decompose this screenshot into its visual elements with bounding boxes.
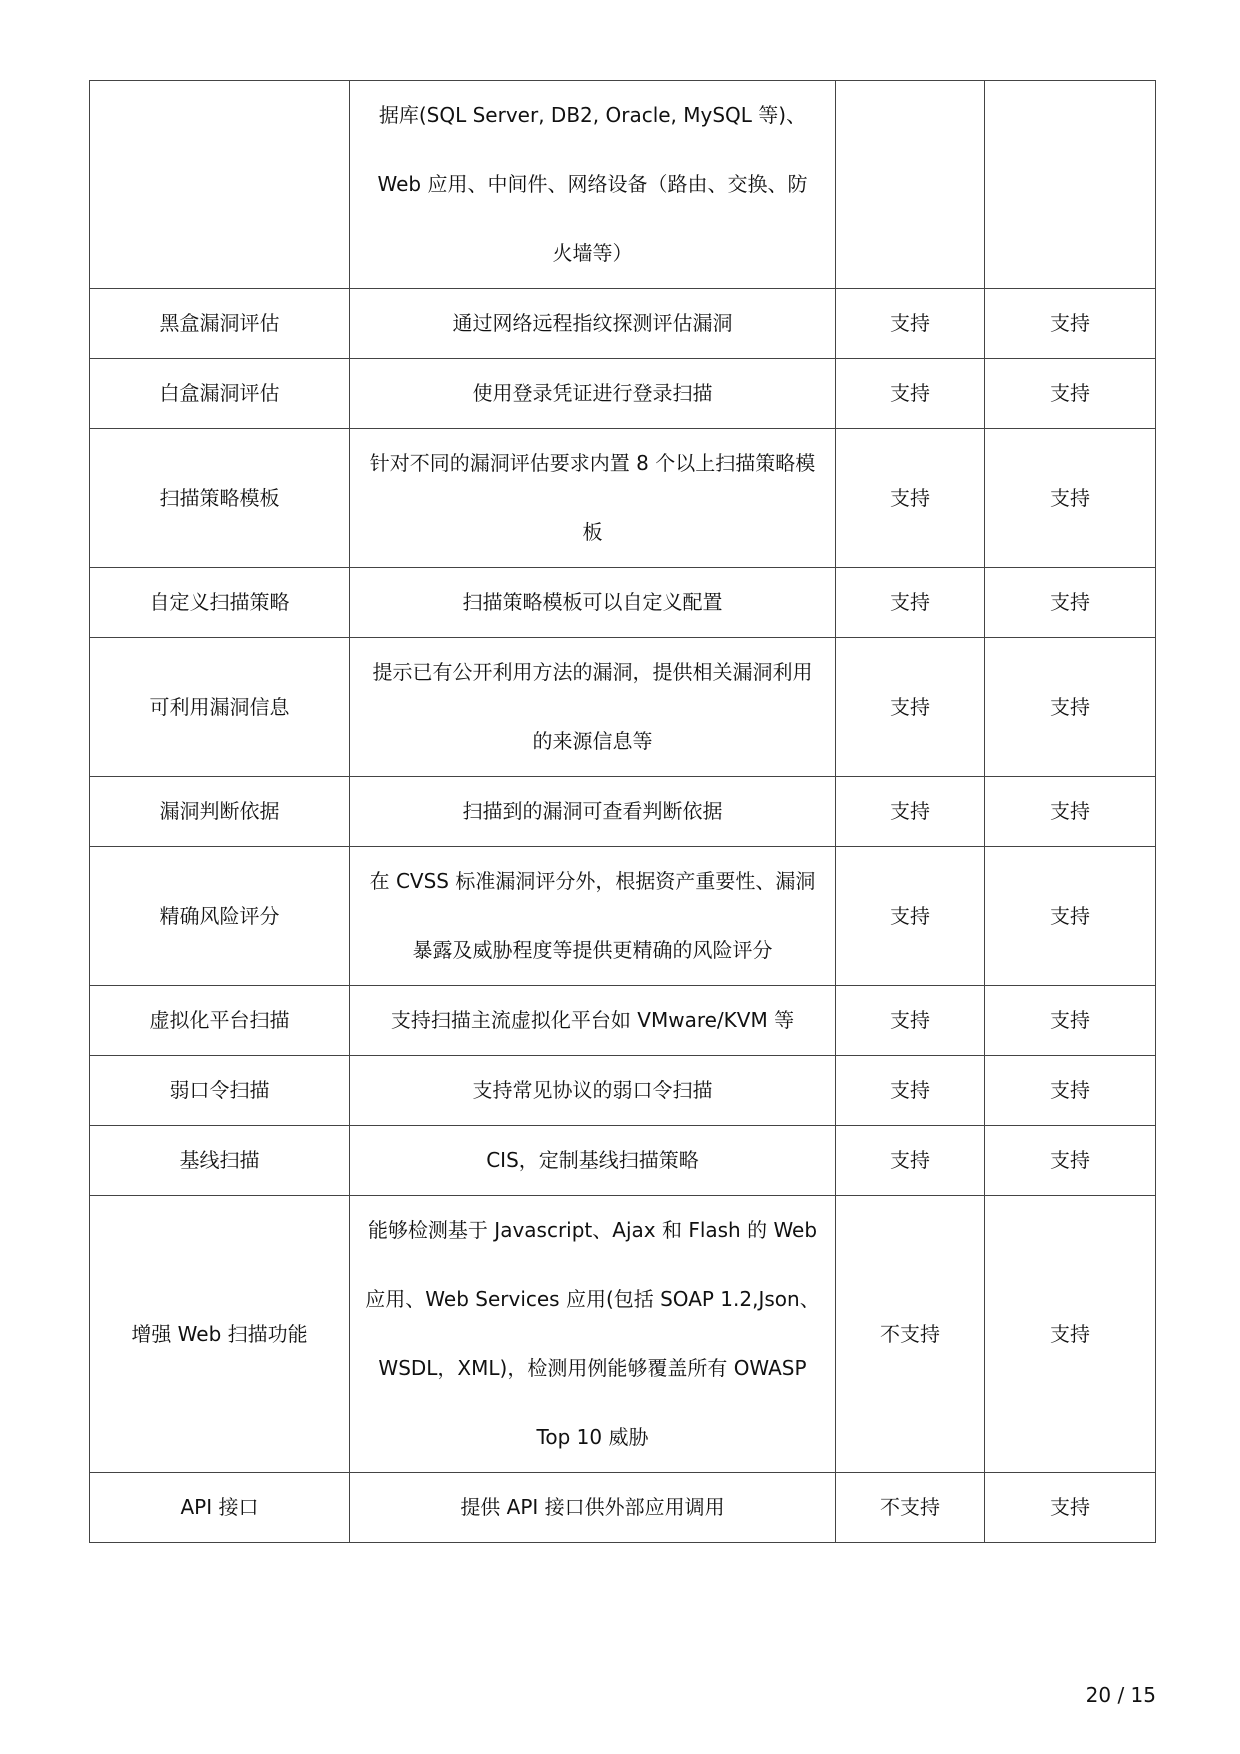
description-line: WSDL，XML)，检测用例能够覆盖所有 OWASP — [378, 1356, 807, 1380]
description-line: Top 10 威胁 — [536, 1425, 649, 1449]
advanced-support-cell: 支持 — [985, 638, 1156, 777]
feature-cell: 自定义扫描策略 — [90, 568, 350, 638]
feature-cell: 虚拟化平台扫描 — [90, 986, 350, 1056]
description-cell — [350, 777, 836, 847]
description-line: 扫描到的漏洞可查看判断依据 — [462, 799, 723, 823]
table-row — [90, 568, 1156, 638]
description-line: 使用登录凭证进行登录扫描 — [472, 381, 713, 405]
table-row — [90, 986, 1156, 1056]
description-line: 提供 API 接口供外部应用调用 — [460, 1495, 725, 1519]
description-line: 暴露及威胁程度等提供更精确的风险评分 — [412, 938, 773, 962]
advanced-support-cell — [985, 81, 1156, 289]
description-cell — [350, 429, 836, 568]
basic-support-cell: 支持 — [836, 429, 985, 568]
feature-cell: 白盒漏洞评估 — [90, 359, 350, 429]
description-line: 支持常见协议的弱口令扫描 — [472, 1078, 713, 1102]
description-line: 在 CVSS 标准漏洞评分外，根据资产重要性、漏洞 — [369, 869, 816, 893]
description-cell — [350, 1126, 836, 1196]
advanced-support-cell: 支持 — [985, 289, 1156, 359]
feature-cell: 漏洞判断依据 — [90, 777, 350, 847]
table-row — [90, 289, 1156, 359]
description-cell — [350, 1056, 836, 1126]
basic-support-cell: 支持 — [836, 359, 985, 429]
description-cell — [350, 568, 836, 638]
description-line: 提示已有公开利用方法的漏洞，提供相关漏洞利用 — [372, 660, 813, 684]
description-cell — [350, 81, 836, 289]
basic-support-cell: 支持 — [836, 638, 985, 777]
description-line: Web 应用、中间件、网络设备（路由、交换、防 — [377, 172, 808, 196]
description-cell — [350, 847, 836, 986]
description-line: 支持扫描主流虚拟化平台如 VMware/KVM 等 — [390, 1008, 795, 1032]
basic-support-cell: 支持 — [836, 289, 985, 359]
feature-cell: 扫描策略模板 — [90, 429, 350, 568]
basic-support-cell: 支持 — [836, 568, 985, 638]
description-cell — [350, 986, 836, 1056]
feature-cell — [90, 81, 350, 289]
table-row — [90, 638, 1156, 777]
table-row — [90, 1473, 1156, 1543]
description-cell — [350, 359, 836, 429]
basic-support-cell — [836, 81, 985, 289]
advanced-support-cell: 支持 — [985, 847, 1156, 986]
table-row — [90, 847, 1156, 986]
description-line: 的来源信息等 — [532, 729, 653, 753]
advanced-support-cell: 支持 — [985, 359, 1156, 429]
description-line: 通过网络远程指纹探测评估漏洞 — [452, 311, 733, 335]
table-row — [90, 1126, 1156, 1196]
table-row — [90, 1196, 1156, 1473]
feature-cell: 可利用漏洞信息 — [90, 638, 350, 777]
basic-support-cell: 支持 — [836, 1056, 985, 1126]
description-line: 据库(SQL Server, DB2, Oracle, MySQL 等)、 — [378, 103, 807, 127]
description-line: CIS，定制基线扫描策略 — [486, 1148, 699, 1172]
table-row — [90, 81, 1156, 289]
description-line: 能够检测基于 Javascript、Ajax 和 Flash 的 Web — [367, 1218, 818, 1242]
feature-comparison-table — [89, 80, 1156, 1543]
feature-cell: 精确风险评分 — [90, 847, 350, 986]
description-cell — [350, 1473, 836, 1543]
advanced-support-cell: 支持 — [985, 777, 1156, 847]
advanced-support-cell: 支持 — [985, 1126, 1156, 1196]
table-row — [90, 429, 1156, 568]
feature-cell: API 接口 — [90, 1473, 350, 1543]
feature-cell: 基线扫描 — [90, 1126, 350, 1196]
description-line: 针对不同的漏洞评估要求内置 8 个以上扫描策略模 — [369, 451, 816, 475]
description-line: 板 — [582, 520, 603, 544]
advanced-support-cell: 支持 — [985, 429, 1156, 568]
page-number: 20 / 15 — [1085, 1683, 1156, 1707]
feature-cell: 增强 Web 扫描功能 — [90, 1196, 350, 1473]
table-row — [90, 359, 1156, 429]
advanced-support-cell: 支持 — [985, 1056, 1156, 1126]
description-cell — [350, 289, 836, 359]
basic-support-cell: 不支持 — [836, 1473, 985, 1543]
advanced-support-cell: 支持 — [985, 1473, 1156, 1543]
description-cell — [350, 638, 836, 777]
description-line: 扫描策略模板可以自定义配置 — [462, 590, 723, 614]
feature-cell: 弱口令扫描 — [90, 1056, 350, 1126]
basic-support-cell: 支持 — [836, 1126, 985, 1196]
advanced-support-cell: 支持 — [985, 1196, 1156, 1473]
description-line: 应用、Web Services 应用(包括 SOAP 1.2,Json、 — [365, 1287, 820, 1311]
basic-support-cell: 不支持 — [836, 1196, 985, 1473]
table-row — [90, 1056, 1156, 1126]
table-body — [90, 81, 1156, 1543]
basic-support-cell: 支持 — [836, 847, 985, 986]
table-row — [90, 777, 1156, 847]
feature-cell: 黑盒漏洞评估 — [90, 289, 350, 359]
advanced-support-cell: 支持 — [985, 986, 1156, 1056]
description-line: 火墙等） — [552, 241, 633, 265]
description-cell — [350, 1196, 836, 1473]
basic-support-cell: 支持 — [836, 986, 985, 1056]
advanced-support-cell: 支持 — [985, 568, 1156, 638]
basic-support-cell: 支持 — [836, 777, 985, 847]
